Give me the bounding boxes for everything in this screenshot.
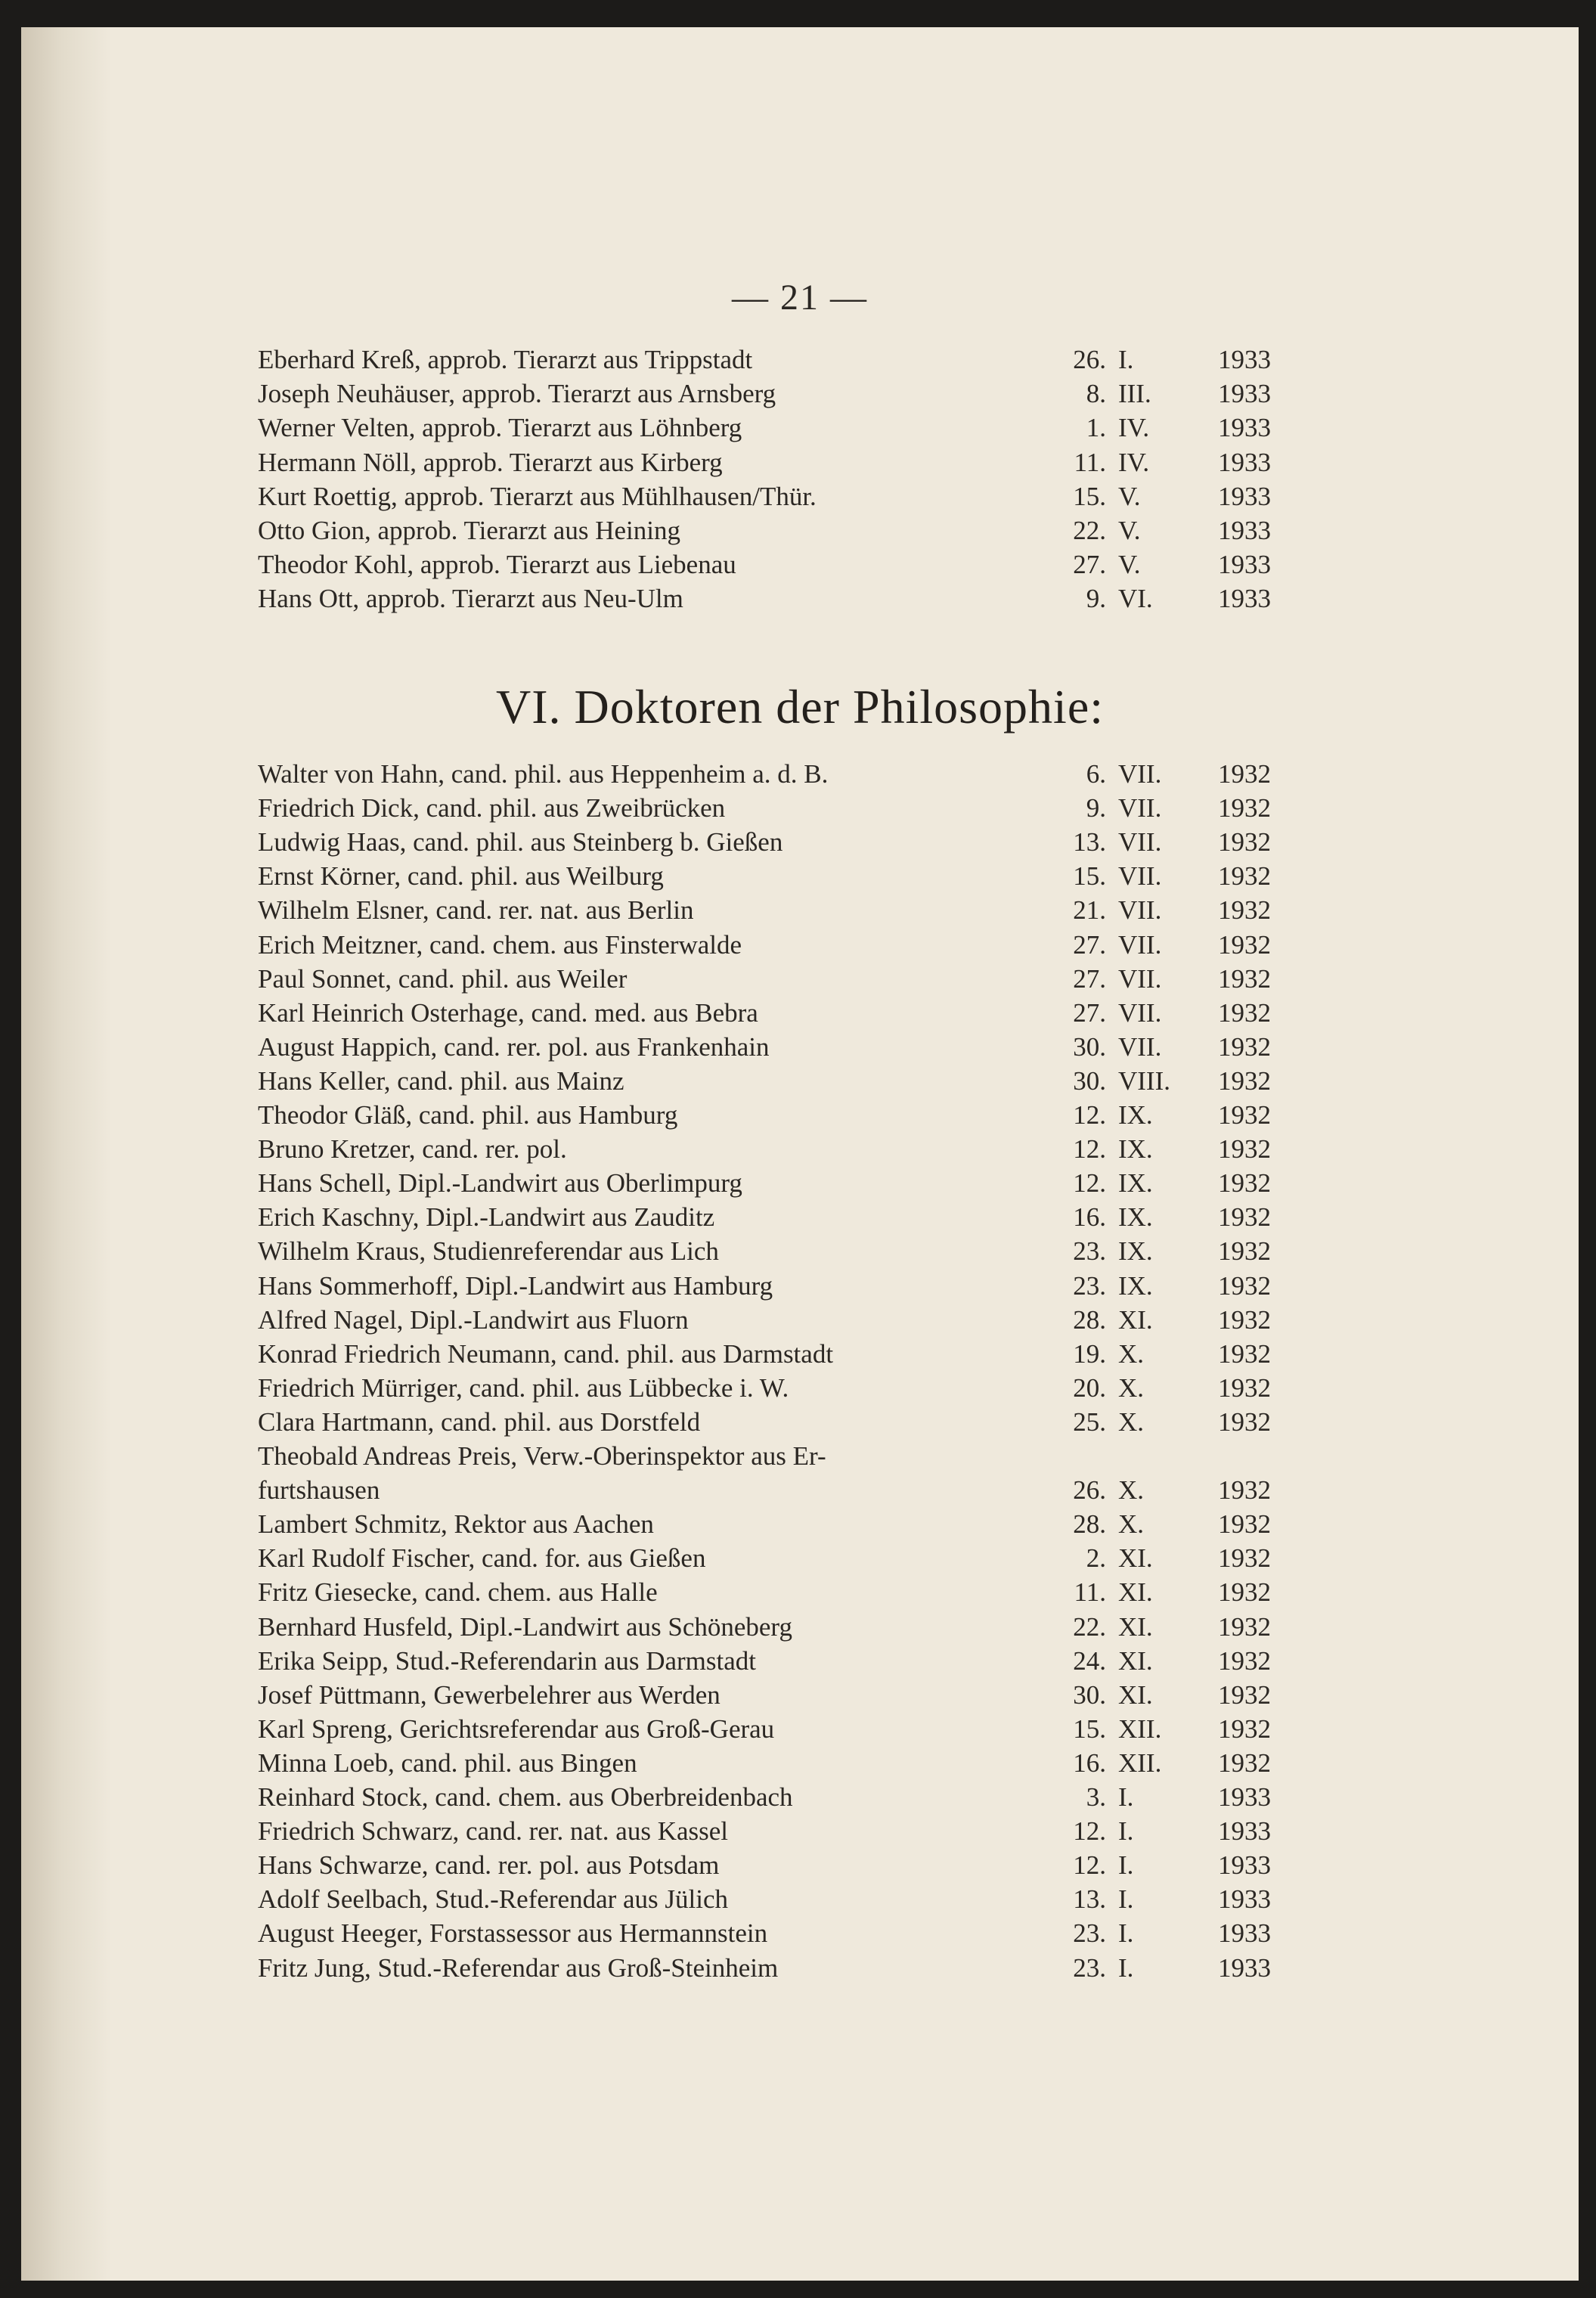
entry-month: XI.: [1118, 1543, 1153, 1574]
entry-name: Paul Sonnet, cand. phil. aus Weiler: [258, 963, 628, 994]
entry-day: 11.: [1074, 1577, 1106, 1608]
entry-name: Werner Velten, approb. Tierarzt aus Löhnberg: [258, 413, 742, 443]
entry-year: 1932: [1218, 1304, 1271, 1335]
entry-day: 15.: [1073, 861, 1106, 892]
entry-year: 1933: [1218, 584, 1271, 614]
entry-day: 30.: [1073, 1679, 1106, 1710]
list-item: [258, 1439, 1271, 1473]
entry-month: X.: [1118, 1475, 1145, 1506]
page-number: — 21 —: [732, 278, 868, 318]
entry-day: 12.: [1073, 1134, 1106, 1165]
entry-name: Fritz Giesecke, cand. chem. aus Halle: [258, 1577, 658, 1608]
list-item: [258, 859, 1271, 893]
entry-day: 15.: [1073, 1713, 1106, 1744]
entry-month: I.: [1118, 1782, 1134, 1812]
entry-month: I.: [1118, 1918, 1134, 1949]
entry-name: Otto Gion, approb. Tierarzt aus Heining: [258, 516, 680, 545]
entry-year: 1933: [1218, 481, 1271, 511]
entry-year: 1933: [1218, 1952, 1271, 1983]
entry-name: Karl Spreng, Gerichtsreferendar aus Groß-Gerau: [258, 1713, 775, 1744]
entry-year: 1932: [1218, 1475, 1271, 1506]
list-item: [258, 1269, 1271, 1303]
entry-month: XII.: [1118, 1713, 1162, 1744]
entry-month: IV.: [1118, 413, 1150, 443]
entry-year: 1932: [1218, 1577, 1271, 1608]
entry-year: 1933: [1218, 379, 1271, 409]
entry-month: VIII.: [1118, 1065, 1170, 1096]
list-item: [258, 479, 1271, 513]
entry-month: VII.: [1118, 861, 1162, 892]
entry-year: 1932: [1218, 1372, 1271, 1403]
entry-name: Hans Keller, cand. phil. aus Mainz: [258, 1065, 624, 1096]
entry-month: IX.: [1118, 1134, 1153, 1165]
list-item: [258, 547, 1271, 581]
entry-day: 13.: [1073, 1884, 1106, 1915]
entry-day: 23.: [1073, 1236, 1106, 1267]
entry-year: 1932: [1218, 1202, 1271, 1233]
entry-year: 1933: [1218, 1782, 1271, 1812]
list-item: [258, 1678, 1271, 1712]
entry-day: 30.: [1073, 1031, 1106, 1062]
entry-month: VII.: [1118, 759, 1162, 789]
entry-month: X.: [1118, 1338, 1145, 1369]
list-item: [258, 1473, 1271, 1507]
entry-day: 21.: [1073, 895, 1106, 926]
entry-month: I.: [1118, 1884, 1134, 1915]
entry-name: Reinhard Stock, cand. chem. aus Oberbreidenbach: [258, 1782, 793, 1812]
entry-month: IX.: [1118, 1270, 1153, 1301]
entry-day: 26.: [1073, 345, 1106, 374]
entry-name: Josef Püttmann, Gewerbelehrer aus Werden: [258, 1679, 721, 1710]
entry-month: VII.: [1118, 895, 1162, 926]
entry-month: XI.: [1118, 1679, 1153, 1710]
entry-month: III.: [1118, 379, 1151, 409]
entry-month: V.: [1118, 481, 1141, 511]
list-item: [258, 581, 1271, 616]
entry-name: Ludwig Haas, cand. phil. aus Steinberg b. Gießen: [258, 827, 783, 857]
entry-year: 1932: [1218, 861, 1271, 892]
entry-day: 23.: [1073, 1952, 1106, 1983]
entry-day: 22.: [1073, 1611, 1106, 1642]
list-item: [258, 1200, 1271, 1234]
list-item: [258, 1166, 1271, 1200]
list-item: [258, 411, 1271, 445]
entry-day: 13.: [1073, 827, 1106, 857]
entry-name: Minna Loeb, cand. phil. aus Bingen: [258, 1748, 637, 1778]
entry-year: 1933: [1218, 1850, 1271, 1881]
entry-year: 1933: [1218, 413, 1271, 443]
list-item: [258, 1030, 1271, 1064]
list-item: [258, 1064, 1271, 1098]
entry-name: Theobald Andreas Preis, Verw.-Oberinspektor aus Er-: [258, 1441, 826, 1471]
entry-year: 1933: [1218, 1918, 1271, 1949]
entry-name: Theodor Gläß, cand. phil. aus Hamburg: [258, 1100, 678, 1130]
entry-name: Hans Sommerhoff, Dipl.-Landwirt aus Hamburg: [258, 1270, 773, 1301]
list-item: [258, 513, 1271, 547]
entry-month: V.: [1118, 516, 1141, 545]
entry-year: 1932: [1218, 1100, 1271, 1130]
entry-name: Erika Seipp, Stud.-Referendarin aus Darmstadt: [258, 1645, 756, 1676]
entry-name: Bernhard Husfeld, Dipl.-Landwirt aus Schöneberg: [258, 1611, 792, 1642]
entry-month: I.: [1118, 345, 1134, 374]
list-item: [258, 1132, 1271, 1166]
entry-day: 28.: [1073, 1304, 1106, 1335]
entry-day: 12.: [1073, 1816, 1106, 1847]
entry-day: 12.: [1073, 1850, 1106, 1881]
entry-year: 1933: [1218, 1884, 1271, 1915]
entry-year: 1933: [1218, 447, 1271, 477]
entry-year: 1933: [1218, 516, 1271, 545]
entry-day: 1.: [1086, 413, 1106, 443]
entry-day: 11.: [1074, 447, 1106, 477]
list-item: [258, 928, 1271, 962]
entry-day: 16.: [1073, 1748, 1106, 1778]
list-item: [258, 1746, 1271, 1780]
list-item: [258, 1848, 1271, 1882]
entry-name: Hans Schwarze, cand. rer. pol. aus Potsdam: [258, 1850, 720, 1881]
entry-day: 23.: [1073, 1270, 1106, 1301]
entry-name: Hans Ott, approb. Tierarzt aus Neu-Ulm: [258, 584, 683, 614]
entry-name: Kurt Roettig, approb. Tierarzt aus Mühlhausen/Thür.: [258, 481, 817, 511]
entry-name: Hans Schell, Dipl.-Landwirt aus Oberlimpurg: [258, 1168, 742, 1199]
entry-year: 1932: [1218, 1168, 1271, 1199]
entry-year: 1933: [1218, 550, 1271, 580]
entry-name: Lambert Schmitz, Rektor aus Aachen: [258, 1509, 654, 1540]
entry-year: 1932: [1218, 997, 1271, 1028]
entry-year: 1932: [1218, 1134, 1271, 1165]
entry-day: 16.: [1073, 1202, 1106, 1233]
list-item: [258, 1916, 1271, 1950]
entry-month: XI.: [1118, 1645, 1153, 1676]
entry-month: IX.: [1118, 1168, 1153, 1199]
entry-year: 1932: [1218, 895, 1271, 926]
list-item: [258, 343, 1271, 377]
entry-year: 1933: [1218, 1816, 1271, 1847]
entry-day: 19.: [1073, 1338, 1106, 1369]
entry-name: Friedrich Schwarz, cand. rer. nat. aus Kassel: [258, 1816, 729, 1847]
entry-name: Erich Kaschny, Dipl.-Landwirt aus Zauditz: [258, 1202, 715, 1233]
entry-month: X.: [1118, 1406, 1145, 1437]
entry-year: 1932: [1218, 1236, 1271, 1267]
list-item: [258, 445, 1271, 479]
entry-month: XI.: [1118, 1577, 1153, 1608]
entry-day: 8.: [1086, 379, 1106, 409]
list-item: [258, 1575, 1271, 1609]
entry-day: 6.: [1086, 759, 1106, 789]
entry-day: 23.: [1073, 1918, 1106, 1949]
entry-year: 1932: [1218, 1748, 1271, 1778]
entry-name: Erich Meitzner, cand. chem. aus Finsterwalde: [258, 929, 742, 960]
entry-day: 15.: [1073, 481, 1106, 511]
list-item: [258, 1644, 1271, 1678]
entry-day: 27.: [1073, 550, 1106, 580]
entry-year: 1933: [1218, 345, 1271, 374]
entry-name: Clara Hartmann, cand. phil. aus Dorstfeld: [258, 1406, 701, 1437]
entry-month: I.: [1118, 1816, 1134, 1847]
list-item: [258, 1814, 1271, 1848]
entry-year: 1932: [1218, 1679, 1271, 1710]
list-item: [258, 1951, 1271, 1985]
entry-day: 25.: [1073, 1406, 1106, 1437]
entry-day: 26.: [1073, 1475, 1106, 1506]
entry-name: Joseph Neuhäuser, approb. Tierarzt aus Arnsberg: [258, 379, 776, 409]
entry-day: 28.: [1073, 1509, 1106, 1540]
entry-name: Karl Heinrich Osterhage, cand. med. aus Bebra: [258, 997, 758, 1028]
list-item: [258, 996, 1271, 1030]
list-item: [258, 1610, 1271, 1644]
list-item: [258, 1234, 1271, 1268]
entry-name: furtshausen: [258, 1475, 380, 1506]
list-item: [258, 1541, 1271, 1575]
entry-month: I.: [1118, 1952, 1134, 1983]
entry-month: IV.: [1118, 447, 1150, 477]
entry-year: 1932: [1218, 1406, 1271, 1437]
entry-name: Alfred Nagel, Dipl.-Landwirt aus Fluorn: [258, 1304, 689, 1335]
entry-name: Bruno Kretzer, cand. rer. pol.: [258, 1134, 567, 1165]
list-item: [258, 1405, 1271, 1439]
entry-month: XII.: [1118, 1748, 1162, 1778]
entry-day: 30.: [1073, 1065, 1106, 1096]
entry-day: 27.: [1073, 929, 1106, 960]
entry-month: V.: [1118, 550, 1141, 580]
entry-name: Theodor Kohl, approb. Tierarzt aus Liebenau: [258, 550, 736, 580]
entry-day: 20.: [1073, 1372, 1106, 1403]
list-item: [258, 377, 1271, 411]
entry-month: X.: [1118, 1509, 1145, 1540]
entry-year: 1932: [1218, 1031, 1271, 1062]
entry-day: 2.: [1086, 1543, 1106, 1574]
list-item: [258, 1507, 1271, 1541]
page-spine-shadow: [21, 27, 112, 2281]
entry-year: 1932: [1218, 793, 1271, 823]
entry-month: VII.: [1118, 963, 1162, 994]
entry-year: 1932: [1218, 759, 1271, 789]
entry-name: Eberhard Kreß, approb. Tierarzt aus Trippstadt: [258, 345, 753, 374]
list-item: [258, 1882, 1271, 1916]
list-item: [258, 1780, 1271, 1814]
entry-month: XI.: [1118, 1611, 1153, 1642]
book-page: [21, 27, 1579, 2281]
entry-name: Friedrich Dick, cand. phil. aus Zweibrücken: [258, 793, 726, 823]
entry-month: VII.: [1118, 997, 1162, 1028]
list-item: [258, 893, 1271, 927]
entry-month: VI.: [1118, 584, 1153, 614]
entry-month: IX.: [1118, 1236, 1153, 1267]
entry-day: 3.: [1086, 1782, 1106, 1812]
entry-month: VII.: [1118, 929, 1162, 960]
entry-day: 22.: [1073, 516, 1106, 545]
entry-day: 12.: [1073, 1168, 1106, 1199]
entry-year: 1932: [1218, 1713, 1271, 1744]
entry-name: Karl Rudolf Fischer, cand. for. aus Gießen: [258, 1543, 706, 1574]
entry-month: VII.: [1118, 827, 1162, 857]
entry-day: 24.: [1073, 1645, 1106, 1676]
list-item: [258, 1337, 1271, 1371]
section-heading: VI. Doktoren der Philosophie:: [496, 680, 1104, 733]
entry-month: X.: [1118, 1372, 1145, 1403]
entry-name: Konrad Friedrich Neumann, cand. phil. aus Darmstadt: [258, 1338, 834, 1369]
entry-year: 1932: [1218, 827, 1271, 857]
entry-day: 12.: [1073, 1100, 1106, 1130]
list-item: [258, 1098, 1271, 1132]
entry-year: 1932: [1218, 1338, 1271, 1369]
list-item: [258, 1371, 1271, 1405]
entry-year: 1932: [1218, 963, 1271, 994]
entry-name: Walter von Hahn, cand. phil. aus Heppenheim a. d. B.: [258, 759, 829, 789]
entry-year: 1932: [1218, 1270, 1271, 1301]
entry-name: Hermann Nöll, approb. Tierarzt aus Kirberg: [258, 447, 723, 477]
entry-name: Wilhelm Elsner, cand. rer. nat. aus Berlin: [258, 895, 694, 926]
entry-name: Fritz Jung, Stud.-Referendar aus Groß-Steinheim: [258, 1952, 779, 1983]
entry-day: 9.: [1086, 793, 1106, 823]
list-item: [258, 962, 1271, 996]
entry-name: Adolf Seelbach, Stud.-Referendar aus Jülich: [258, 1884, 729, 1915]
entry-month: IX.: [1118, 1202, 1153, 1233]
entry-year: 1932: [1218, 1065, 1271, 1096]
entry-month: VII.: [1118, 793, 1162, 823]
list-item: [258, 757, 1271, 791]
list-item: [258, 825, 1271, 859]
entry-name: Ernst Körner, cand. phil. aus Weilburg: [258, 861, 664, 892]
entry-name: August Heeger, Forstassessor aus Hermannstein: [258, 1918, 768, 1949]
list-item: [258, 1303, 1271, 1337]
list-item: [258, 791, 1271, 825]
entry-month: XI.: [1118, 1304, 1153, 1335]
entry-year: 1932: [1218, 1611, 1271, 1642]
entry-year: 1932: [1218, 1543, 1271, 1574]
entry-month: VII.: [1118, 1031, 1162, 1062]
list-item: [258, 1712, 1271, 1746]
entry-name: Wilhelm Kraus, Studienreferendar aus Lich: [258, 1236, 719, 1267]
entry-name: Friedrich Mürriger, cand. phil. aus Lübbecke i. W.: [258, 1372, 789, 1403]
entry-day: 27.: [1073, 997, 1106, 1028]
entry-day: 9.: [1086, 584, 1106, 614]
entry-year: 1932: [1218, 1645, 1271, 1676]
entry-month: IX.: [1118, 1100, 1153, 1130]
entry-name: August Happich, cand. rer. pol. aus Frankenhain: [258, 1031, 770, 1062]
entry-year: 1932: [1218, 929, 1271, 960]
entry-month: I.: [1118, 1850, 1134, 1881]
entry-year: 1932: [1218, 1509, 1271, 1540]
entry-day: 27.: [1073, 963, 1106, 994]
